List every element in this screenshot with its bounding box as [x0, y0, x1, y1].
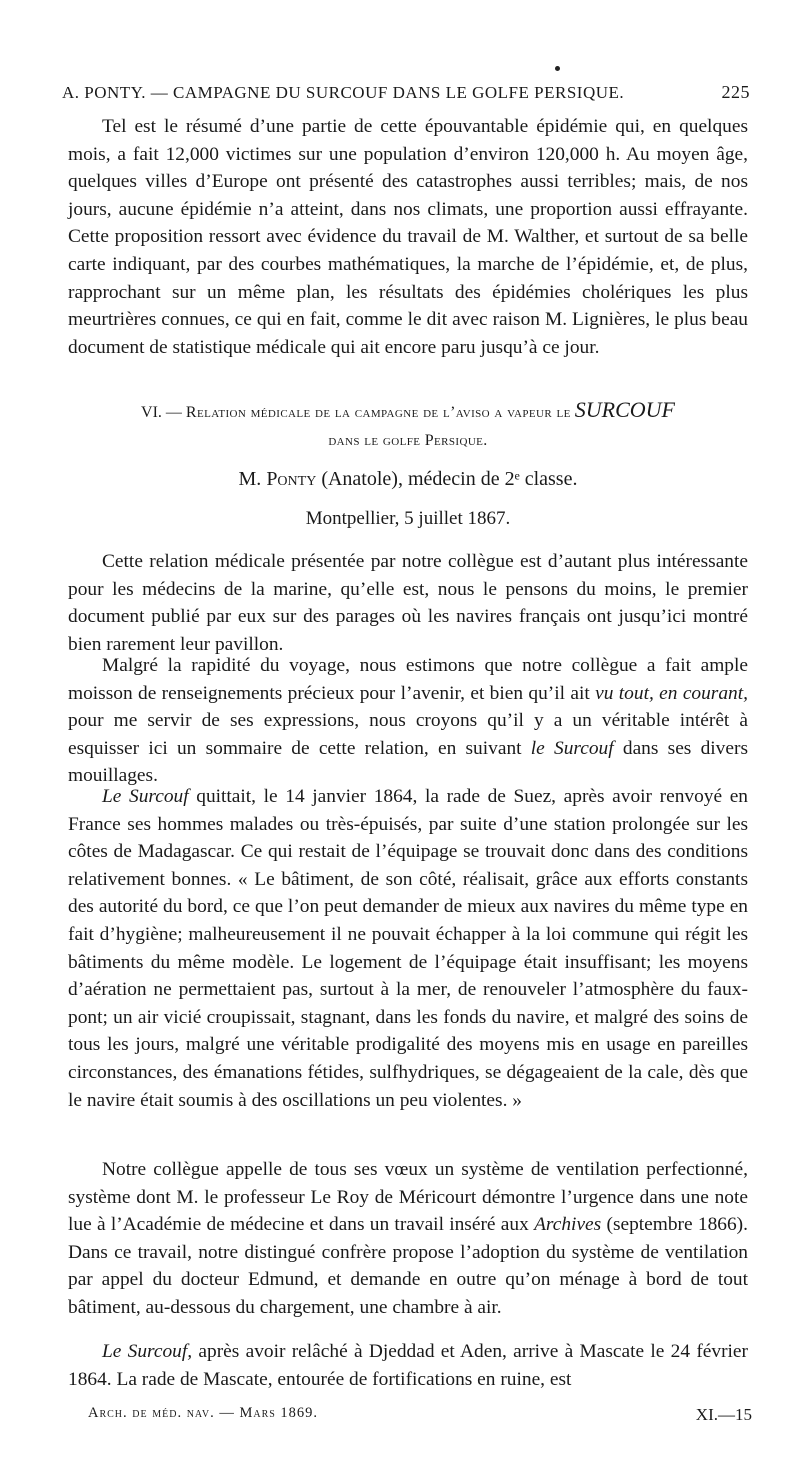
paragraph-3-italic2: le Surcouf [530, 737, 614, 759]
paragraph-4-text: quittait, le 14 janvier 1864, la rade de Suez, après avoir renvoyé en France ses hommes malades ou très-épuisés, par suite d’une station prolongée sur les côtes de Madagascar. Ce qui restait de l’équipage se trouvait donc dans des conditions relativement bonnes. « Le bâtiment, de son côté, réalisait, grâce aux efforts constants des autorité du bord, ce que l’on peut demander de mieux aux navires du même type en fait d’hygiène; malheureusement il ne pouvait échapper à la loi commune qui régit les bâtiments du même modèle. Le logement de l’équipage était insuffisant; les moyens d’aération ne permettaient pas, surtout à la mer, de renouveler l’atmosphère du faux-pont; un air vicié croupissait, stagnant, dans les fonds du navire, et malgré des soins de tous les jours, malgré une véritable prodigalité des moyens mis en usage en pareilles circonstances, des émanations fétides, sulfhydriques, se dégageaient de la cale, dès que le navire était soumis à des oscillations un peu violentes. » [68, 786, 749, 1111]
paragraph-5 [68, 1156, 748, 1322]
paragraph-5-part1: Notre collègue appelle de tous ses vœux un système de ventilation perfectionné, système dont M. le professeur Le Roy de Méricourt démontre l’urgence dans une note lue à l’Académie de médecine et dans un travail inséré aux [68, 1159, 748, 1236]
paragraph-3-part2: pour me servir de ses expressions, nous croyons qu’il y a un véritable intérêt à esquisser ici un sommaire de cette relation, en suivant [68, 710, 748, 759]
paragraph-6-text: après avoir relâché à Djeddad et Aden, arrive à Mascate le 24 février 1864. La rade de Mascate, entourée de fortifications en ruine, est [68, 1341, 748, 1390]
footer-signature: XI.—15 [695, 1405, 752, 1424]
footer-journal: Arch. de méd. nav. — Mars 1869. [88, 1405, 319, 1421]
paragraph-5-italic: Archives [534, 1214, 602, 1236]
running-title: A. PONTY. — CAMPAGNE DU SURCOUF DANS LE GOLFE PERSIQUE. [62, 83, 625, 102]
author-name: Ponty [266, 468, 317, 490]
paragraph-3-italic1: vu tout, en courant, [595, 682, 748, 704]
paragraph-4-italic: Le Surcouf [102, 786, 189, 807]
paragraph-6-italic: Le Surcouf, [102, 1341, 193, 1362]
section-title-line1: Relation médicale de la campagne de l’aviso a vapeur le [185, 404, 571, 421]
author-prefix: M. [238, 468, 262, 490]
author-rest: (Anatole), médecin de 2ᵉ classe. [321, 468, 578, 490]
section-heading [68, 396, 748, 455]
ink-speck [555, 66, 560, 71]
paragraph-3-part3: dans ses divers mouillages. [68, 737, 748, 787]
paragraph-3 [68, 652, 748, 790]
page-footer [88, 1405, 752, 1425]
paragraph-2: Cette relation médicale présentée par notre collègue est d’autant plus intéressante pour les médecins de la marine, qu’elle est, nous le pensons du moins, le premier document publié par eux sur des parages où les navires français ont jusqu’ici montré bien rarement leur pavillon. [68, 551, 748, 655]
ship-name: SURCOUF [574, 397, 675, 422]
paragraph-1: Tel est le résumé d’une partie de cette épouvantable épidémie qui, en quelques mois, a fait 12,000 victimes sur une population d’environ 120,000 h. Au moyen âge, quelques villes d’Europe ont présenté des catastrophes aussi terribles; mais, de nos jours, aucune épidémie n’a atteint, dans nos climats, une proportion aussi effrayante. Cette proposition ressort avec évidence du travail de M. Walther, et surtout de sa belle carte indiquant, par des courbes mathématiques, la marche de l’épidémie, et, de plus, rapprochant sur un même plan, les résultats des épidémies cholériques les plus meurtrières connues, ce qui en fait, comme le dit avec raison M. Lignières, le plus beau document de statistique médicale qui ait encore paru jusqu’à ce jour. [68, 116, 748, 358]
running-header [62, 82, 750, 103]
paragraph-4 [68, 783, 748, 1114]
paragraph-6 [68, 1338, 748, 1393]
author-line [68, 468, 748, 491]
paragraph-3-part1: Malgré la rapidité du voyage, nous estimons que notre collègue a fait ample moisson de renseignements précieux pour l’avenir, et bien qu’il ait [68, 655, 748, 704]
page-number: 225 [721, 82, 750, 102]
section-number: VI. — [141, 404, 182, 421]
paragraph-5-part2: (septembre 1866). Dans ce travail, notre distingué confrère propose l’adoption du système de ventilation par appel du docteur Edmund, et demande en outre qu’on ménage à bord de tout bâtiment, au-dessous du chargement, une chambre à air. [68, 1214, 748, 1318]
section-title-line2: dans le golfe Persique. [328, 432, 488, 449]
place-date: Montpellier, 5 juillet 1867. [305, 508, 511, 529]
